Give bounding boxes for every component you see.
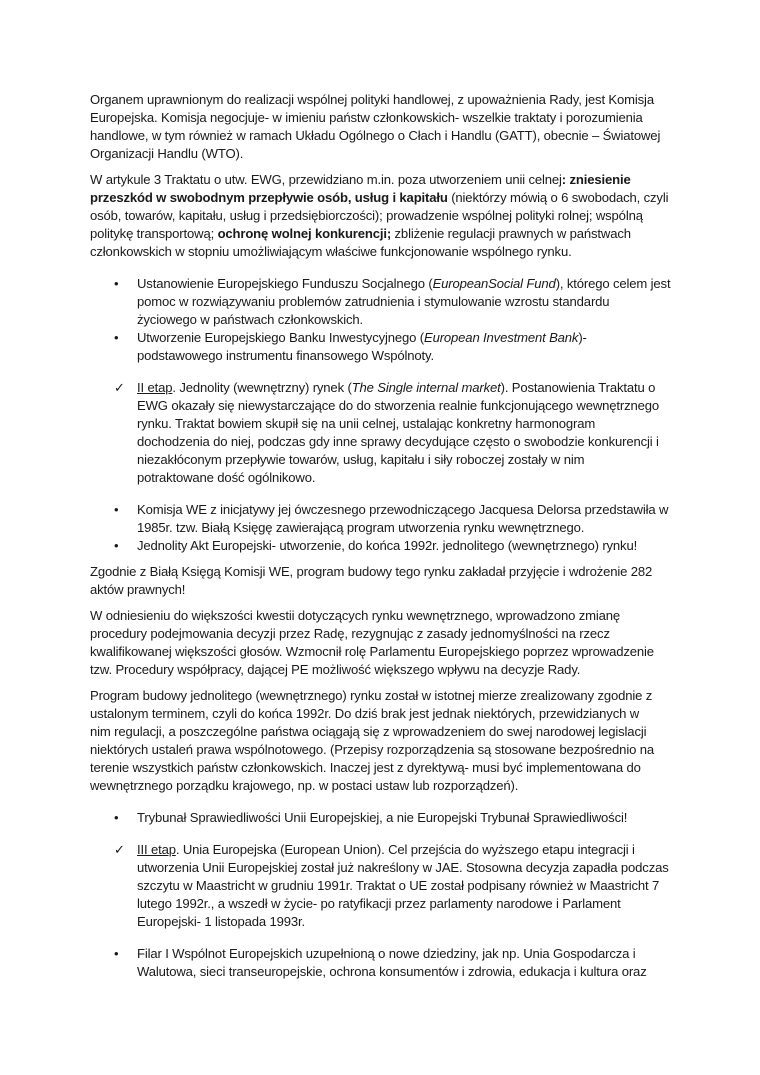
text-line xyxy=(90,537,690,555)
text-line xyxy=(90,895,690,913)
italic-text: The Single internal market xyxy=(351,380,501,395)
checkmark-list-item xyxy=(90,379,690,487)
text-line xyxy=(90,841,690,859)
text-line xyxy=(90,415,690,433)
document-page xyxy=(90,91,690,981)
paragraph xyxy=(90,607,690,679)
text-run: . Unia Europejska (European Union). Cel przejścia do wyższego etapu integracji i xyxy=(175,842,635,857)
bullet-list-item xyxy=(90,329,690,365)
text-line xyxy=(90,519,690,537)
text-line xyxy=(90,433,690,451)
text-line xyxy=(90,91,690,109)
text-run: 1985r. tzw. Białą Księgę zawierającą program utworzenia rynku wewnętrznego. xyxy=(137,520,585,535)
bullet-list-item xyxy=(90,501,690,537)
text-run: utworzenia Unii Europejskiej został już nakreślony w JAE. Stosowna decyzja zapadła podczas xyxy=(137,860,669,875)
text-line xyxy=(90,451,690,469)
text-line xyxy=(90,171,690,189)
text-line xyxy=(90,243,690,261)
text-run: niektórych ustaleń prawa wspólnotowego. (Przepisy rozporządzenia są stosowane bezpośrednio na xyxy=(90,742,654,757)
text-line xyxy=(90,293,690,311)
bullet-list-item xyxy=(90,945,690,981)
text-run: Zgodnie z Białą Księgą Komisji WE, program budowy tego rynku zakładał przyjęcie i wdrożenie 282 xyxy=(90,564,653,579)
text-line xyxy=(90,311,690,329)
italic-text: EuropeanSocial Fund xyxy=(432,276,556,291)
text-line xyxy=(90,501,690,519)
paragraph xyxy=(90,687,690,795)
text-run: Program budowy jednolitego (wewnętrznego) rynku został w istotnej mierze zrealizowany zgodnie z xyxy=(90,688,653,703)
text-run: )- xyxy=(578,330,587,345)
text-run: Europejska. Komisja negocjuje- w imieniu państw członkowskich- wszelkie traktaty i porozumienia xyxy=(90,110,643,125)
underlined-text: II etap xyxy=(137,380,173,395)
text-run: Komisja WE z inicjatywy jej ówczesnego przewodniczącego Jacquesa Delorsa przedstawiła w xyxy=(137,502,669,517)
text-line xyxy=(90,777,690,795)
checkmark-icon: ✓ xyxy=(114,380,125,395)
bullet-icon: • xyxy=(114,538,119,553)
text-line xyxy=(90,741,690,759)
text-run: lutego 1992r., a wszedł w życie- po ratyfikacji przez parlamenty narodowe i Parlament xyxy=(137,896,621,911)
text-run: tzw. Procedury współpracy, dającej PE możliwość większego wpływu na decyzje Rady. xyxy=(90,662,581,677)
bullet-icon: • xyxy=(114,946,119,961)
text-line xyxy=(90,379,690,397)
bullet-icon: • xyxy=(114,330,119,345)
text-run: dochodzenia do niej, podczas gdy inne sprawy decydujące często o swobodzie konkurencji i xyxy=(137,434,659,449)
text-line xyxy=(90,329,690,347)
checkmark-list-item xyxy=(90,841,690,931)
text-run: handlowe, w tym również w ramach Układu Ogólnego o Cłach i Handlu (GATT), obecnie – Światowej xyxy=(90,128,661,143)
text-run: politykę transportową; xyxy=(90,226,218,241)
text-run: pomoc w rozwiązywaniu problemów zatrudnienia i stymulowanie wzrostu standardu xyxy=(137,294,610,309)
bold-text: ochronę wolnej konkurencji; xyxy=(217,226,392,241)
text-run: EWG okazały się niewystarczające do do stworzenia realnie funkcjonującego wewnętrznego xyxy=(137,398,660,413)
text-line xyxy=(90,759,690,777)
text-run: zbliżenie regulacji prawnych w państwach xyxy=(391,226,631,241)
text-run: ), którego celem jest xyxy=(555,276,671,291)
bullet-list-item xyxy=(90,537,690,555)
text-run: ustalonym terminem, czyli do końca 1992r. Do dziś brak jest jednak niektórych, przewidzianych w xyxy=(90,706,640,721)
text-line xyxy=(90,643,690,661)
text-line xyxy=(90,607,690,625)
text-run: W odniesieniu do większości kwestii dotyczących rynku wewnętrznego, wprowadzono zmianę xyxy=(90,608,621,623)
text-run: . Jednolity (wewnętrzny) rynek ( xyxy=(172,380,352,395)
text-run: Ustanowienie Europejskiego Funduszu Socjalnego ( xyxy=(137,276,433,291)
text-run: rynku. Traktat bowiem skupił się na unii celnej, ustalając konkretny harmonogram xyxy=(137,416,596,431)
checkmark-icon: ✓ xyxy=(114,842,125,857)
text-run: Trybunał Sprawiedliwości Unii Europejskiej, a nie Europejski Trybunał Sprawiedliwości! xyxy=(137,810,628,825)
bold-text: : zniesienie xyxy=(561,172,631,187)
text-line xyxy=(90,705,690,723)
text-line xyxy=(90,661,690,679)
text-run: aktów prawnych! xyxy=(90,582,186,597)
text-line xyxy=(90,563,690,581)
text-run: potraktowane dość ogólnikowo. xyxy=(137,470,316,485)
text-run: podstawowego instrumentu finansowego Wspólnoty. xyxy=(137,348,434,363)
text-line xyxy=(90,877,690,895)
bold-text: przeszkód w swobodnym przepływie osób, usług i kapitału xyxy=(90,190,448,205)
text-run: Europejski- 1 listopada 1993r. xyxy=(137,914,306,929)
text-run: Jednolity Akt Europejski- utworzenie, do końca 1992r. jednolitego (wewnętrznego) rynku! xyxy=(137,538,638,553)
bullet-icon: • xyxy=(114,810,119,825)
text-run: członkowskich w stopniu umożliwiającym właściwe funkcjonowanie wspólnego rynku. xyxy=(90,244,572,259)
text-run: nim regulacji, a poszczególne państwa ociągają się z wprowadzeniem do swej narodowej legislacji xyxy=(90,724,647,739)
bullet-icon: • xyxy=(114,276,119,291)
bullet-list-item xyxy=(90,275,690,329)
text-line xyxy=(90,945,690,963)
text-run: wewnętrznego porządku krajowego, np. w postaci ustaw lub rozporządzeń). xyxy=(90,778,519,793)
text-line xyxy=(90,581,690,599)
text-line xyxy=(90,397,690,415)
text-run: szczytu w Maastricht w grudniu 1991r. Traktat o UE został podpisany również w Maastricht 7 xyxy=(137,878,660,893)
text-line xyxy=(90,109,690,127)
text-run: Filar I Wspólnot Europejskich uzupełnioną o nowe dziedziny, jak np. Unia Gospodarcza i xyxy=(137,946,636,961)
text-run: Walutowa, sieci transeuropejskie, ochrona konsumentów i zdrowia, edukacja i kultura oraz xyxy=(137,964,647,979)
text-line xyxy=(90,913,690,931)
text-run: procedury podejmowania decyzji przez Radę, rezygnując z zasady jednomyślności na rzecz xyxy=(90,626,610,641)
text-line xyxy=(90,189,690,207)
text-run: Organem uprawnionym do realizacji wspólnej polityki handlowej, z upoważnienia Rady, jest Komisja xyxy=(90,92,654,107)
text-line xyxy=(90,687,690,705)
text-line xyxy=(90,625,690,643)
text-line xyxy=(90,145,690,163)
text-run: W artykule 3 Traktatu o utw. EWG, przewidziano m.in. poza utworzeniem unii celnej xyxy=(90,172,562,187)
text-line xyxy=(90,469,690,487)
italic-text: European Investment Bank xyxy=(423,330,579,345)
text-line xyxy=(90,207,690,225)
bullet-list-item xyxy=(90,809,690,827)
text-line xyxy=(90,275,690,293)
text-line xyxy=(90,859,690,877)
text-line xyxy=(90,723,690,741)
text-run: Utworzenie Europejskiego Banku Inwestycyjnego ( xyxy=(137,330,424,345)
text-line xyxy=(90,225,690,243)
bullet-icon: • xyxy=(114,502,119,517)
text-line xyxy=(90,347,690,365)
text-line xyxy=(90,809,690,827)
paragraph xyxy=(90,171,690,261)
underlined-text: III etap xyxy=(137,842,176,857)
text-run: (niektórzy mówią o 6 swobodach, czyli xyxy=(447,190,669,205)
paragraph xyxy=(90,91,690,163)
text-run: osób, towarów, kapitału, usług i przedsiębiorczości); prowadzenie wspólnej polityki rolnej; wspólną xyxy=(90,208,643,223)
text-run: kwalifikowanej większości głosów. Wzmocnił rolę Parlamentu Europejskiego poprzez wprowadzenie xyxy=(90,644,654,659)
text-line xyxy=(90,127,690,145)
text-run: życiowego w państwach członkowskich. xyxy=(137,312,364,327)
text-run: terenie wszystkich państw członkowskich. Inaczej jest z dyrektywą- musi być implementowana do xyxy=(90,760,641,775)
text-run: niezakłóconym przepływie towarów, usług, kapitału i siły roboczej zostały w nim xyxy=(137,452,585,467)
text-run: ). Postanowienia Traktatu o xyxy=(500,380,656,395)
text-line xyxy=(90,963,690,981)
text-run: Organizacji Handlu (WTO). xyxy=(90,146,244,161)
paragraph xyxy=(90,563,690,599)
